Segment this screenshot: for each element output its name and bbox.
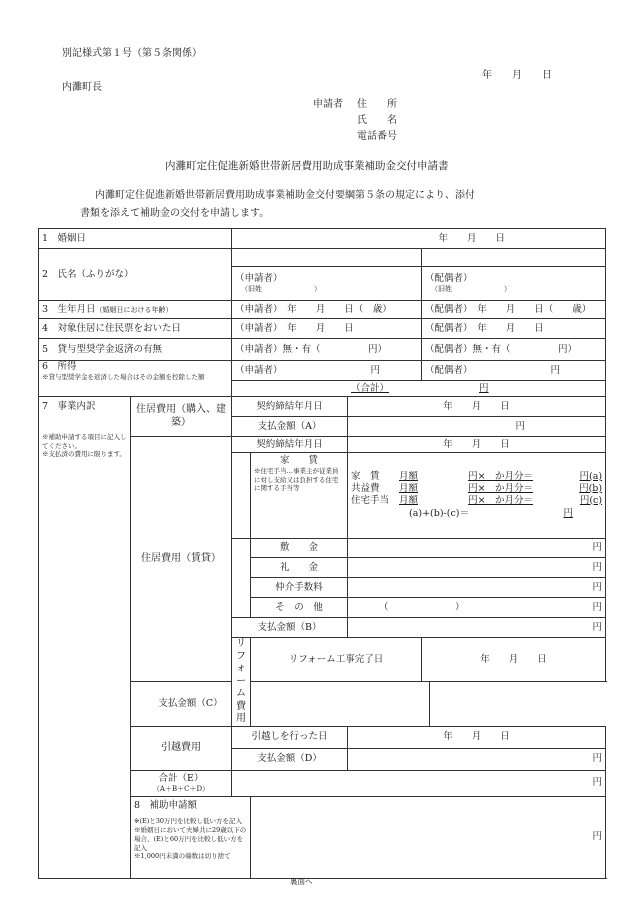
marriage-date-label: 1 婚姻日: [39, 229, 232, 249]
applicant-scholarship[interactable]: （申請者）無・有（ 円）: [232, 339, 422, 361]
subsidy-amount-label: 8 補助申請額 ※(E)と30万円を比較し低い方を記入 ※婚姻日において夫婦共に29歳以下の場合、(E)と60万円を比較し低い方を記入 ※1,000円未満の端数は切り捨て: [131, 796, 251, 878]
pay-d-field[interactable]: 円: [348, 748, 606, 770]
pay-d-label: 支払金額（D）: [232, 748, 348, 770]
spouse-scholarship[interactable]: （配偶者）無・有（ 円）: [422, 339, 606, 361]
spouse-birthdate[interactable]: （配偶者） 年 月 日（ 歳）: [422, 301, 606, 319]
residence-date-label: 4 対象住居に住民票をおいた日: [39, 319, 232, 339]
spouse-residence-date[interactable]: （配偶者） 年 月 日: [422, 319, 606, 339]
subsidy-amount-field[interactable]: 円: [251, 796, 606, 878]
form-number: 別記様式第１号（第５条関係）: [62, 48, 202, 59]
key-money-label: 礼 金: [251, 558, 348, 578]
spouse-old-name: （旧姓 ）: [431, 285, 512, 294]
applicant-tag: （申請者）: [235, 273, 283, 285]
spouse-income[interactable]: （配偶者） 円: [422, 361, 606, 381]
other-label: そ の 他: [251, 598, 348, 618]
agent-indent: [232, 578, 251, 598]
name-label: 氏 名: [357, 115, 397, 126]
pay-b-label: 支払金額（B）: [232, 618, 348, 638]
rent-calc[interactable]: [348, 453, 606, 539]
applicant-residence-date[interactable]: （申請者） 年 月 日: [232, 319, 422, 339]
housing-rent-label: 住居費用（賃貸）: [131, 437, 232, 682]
pay-c-label: 支払金額（C）: [131, 682, 251, 726]
marriage-date-field[interactable]: 年 月 日: [232, 229, 606, 249]
form-title: 内灘町定住促進新婚世帯新居費用助成事業補助金交付申請書: [165, 160, 449, 172]
rent-indent: [232, 453, 251, 539]
birthdate-label: 3 生年月日（婚姻日における年齢）: [39, 301, 232, 319]
rent-line-fee: 共益費 月額 円× か月分＝ 円(b): [351, 482, 603, 494]
agent-fee-field[interactable]: 円: [348, 578, 606, 598]
total-e-field[interactable]: 円: [232, 770, 606, 796]
buy-contract-date-label: 契約締結年月日: [232, 397, 348, 417]
name-label: 2 氏名（ふりがな）: [39, 249, 232, 301]
row-residence-date: [39, 319, 606, 339]
application-form-table: [38, 228, 606, 879]
other-field[interactable]: （ ） 円: [348, 598, 606, 618]
rent-contract-date-field[interactable]: 年 月 日: [348, 437, 606, 453]
addressee: 内灘町長: [62, 82, 102, 93]
rent-line-rent: 家 賃 月額 円× か月分＝ 円(a): [351, 470, 603, 482]
applicant-income[interactable]: （申請者） 円: [232, 361, 422, 381]
other-indent: [232, 598, 251, 618]
total-e-label: 合計（E） （A＋B＋C＋D）: [131, 770, 232, 796]
intro-text-2: 書類を添えて補助金の交付を申請します。: [80, 208, 270, 219]
reform-label: リフォーム費用: [232, 638, 251, 727]
key-money-field[interactable]: 円: [348, 558, 606, 578]
keymoney-indent: [232, 558, 251, 578]
reform-date-field[interactable]: 年 月 日: [422, 638, 606, 682]
intro-text-1: 内灘町定住促進新婚世帯新居費用助成事業補助金交付要綱第５条の規定により、添付: [95, 190, 475, 201]
spouse-furigana[interactable]: [422, 249, 606, 267]
rent-label: 家 賃 ※住宅手当…事業主が従業員に対し支給又は負担する住宅に関する手当等: [251, 453, 348, 539]
deposit-label: 敷 金: [251, 539, 348, 558]
applicant-label: 申請者: [313, 99, 343, 110]
agent-fee-label: 仲介手数料: [251, 578, 348, 598]
housing-buy-label: 住居費用（購入、建築）: [131, 397, 232, 437]
pay-a-field[interactable]: 円: [348, 417, 606, 437]
buy-contract-date-field[interactable]: 年 月 日: [348, 397, 606, 417]
row-scholarship: [39, 339, 606, 361]
reform-date-label: リフォーム工事完了日: [251, 638, 422, 682]
pay-a-label: 支払金額（A）: [232, 417, 348, 437]
applicant-name-field[interactable]: [232, 267, 422, 301]
phone-label: 電話番号: [357, 131, 397, 142]
income-label: 6 所得 ※貸与型奨学金を返済した場合はその金額を控除した額: [39, 361, 232, 397]
address-label: 住 所: [357, 99, 397, 110]
moving-date-label: 引越しを行った日: [232, 726, 348, 748]
deposit-indent: [232, 539, 251, 558]
rent-line-allowance: 住宅手当 月額 円× か月分＝ 円(c): [351, 494, 603, 506]
applicant-birthdate[interactable]: （申請者） 年 月 日（ 歳）: [232, 301, 422, 319]
applicant-old-name: （旧姓 ）: [241, 285, 322, 294]
scholarship-label: 5 貸与型奨学金返済の有無: [39, 339, 232, 361]
spouse-name-field[interactable]: [422, 267, 606, 301]
rent-formula: (a)+(b)-(c)＝ 円: [409, 508, 573, 520]
income-total[interactable]: （合計） 円: [232, 381, 606, 397]
rent-contract-date-label: 契約締結年月日: [232, 437, 348, 453]
moving-date-field[interactable]: 年 月 日: [348, 726, 606, 748]
deposit-field[interactable]: 円: [348, 539, 606, 558]
pay-b-field[interactable]: 円: [348, 618, 606, 638]
row-marriage-date: [39, 229, 606, 249]
footer-next-page: 裏面へ: [290, 877, 313, 886]
moving-label: 引越費用: [131, 726, 232, 770]
application-date: 年 月 日: [482, 70, 552, 81]
spouse-tag: （配偶者）: [425, 273, 473, 285]
pay-c-field[interactable]: [251, 682, 430, 726]
breakdown-label: 7 事業内訳 ※補助申請する項目に記入してください。 ※支払済の費用に限ります。: [39, 397, 131, 879]
row-birthdate: [39, 301, 606, 319]
applicant-furigana[interactable]: [232, 249, 422, 267]
